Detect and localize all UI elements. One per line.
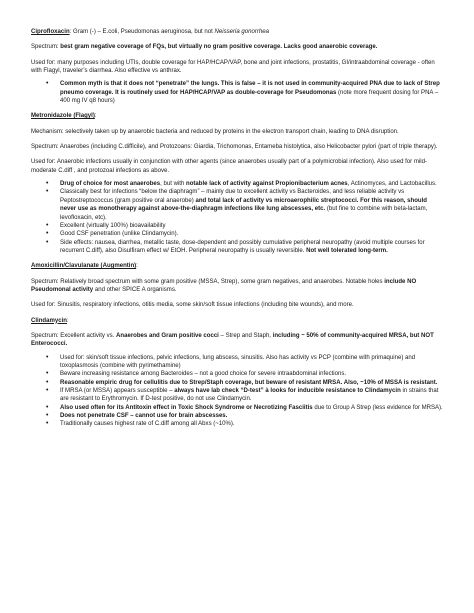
clinda-b6-bold: Does not penetrate CSF – cannot use for brain abscesses. (60, 413, 228, 420)
clinda-b3-bold: Reasonable empiric drug for cellulitis due to Strep/Staph coverage, but beware of resistant MRSA. Also, ~10% of MSSA is resistant. (60, 379, 438, 386)
metro-b5-bold: Not well tolerated long-term. (306, 247, 388, 254)
metro-mechanism: Mechanism: selectively taken up by anaerobic bacteria and reduced by proteins in the electron transport chain, leading to DNA disruption. (31, 128, 399, 135)
metro-b1-bold2: notable lack of activity against Propionibacterium acnes (186, 181, 348, 188)
amox-used-for: Used for: Sinusitis, respiratory infections, otitis media, some skin/soft tissue infections (including bite wounds), and more. (31, 302, 354, 309)
clinda-spectrum-mid: – Strep and Staph, (218, 332, 273, 339)
metro-b5-start: Side effects: nausea, diarrhea, metallic taste, dose-dependent and possibly cumulative peripheral neuropathy (avoid multiple courses for recurrent C.diff), also Disulfiram effect w/ EtOH. Peripheral neuropathy is usually reversible. (60, 239, 425, 254)
clinda-spectrum-bold1: Anaerobes and Gram positive cocci (116, 332, 219, 339)
clinda-bullet-antitoxin (60, 404, 444, 412)
clinda-spectrum (31, 332, 444, 349)
amox-spectrum-end: and other SPICE A organisms. (93, 286, 177, 293)
metro-bullet-list (31, 180, 444, 255)
clinda-bullet-bacteroides: • Beware increasing resistance among Bacteroides – not a good choice for severe intraabdominal infections. (60, 370, 444, 378)
clinda-spectrum-start: Spectrum: Excellent activity vs. (31, 332, 117, 339)
cipro-bullet-lung-myth-bold: Common myth is that it does not “penetrate” the lungs. This is false – it is not used in community-acquired PNA due to lack of Strep pneumo coverage. It is routinely used for HAP/HCAP/VAP as double-coverage for Pseudomonas (60, 81, 440, 96)
metro-bullet-below-diaphragm (60, 188, 444, 221)
clinda-title-colon: : (66, 317, 69, 324)
amox-spectrum (31, 278, 444, 295)
amox-heading-line (31, 262, 444, 270)
amox-spectrum-start: Spectrum: Relatively broad spectrum with some gram positive (MSSA, Strep), some gram negatives, and anaerobes. Notable holes (31, 278, 385, 285)
metro-b2-bold: and total lack of activity vs microaerophilic streptococci. For this reason, should never use as monotherapy against above-the-diaphragm infections like lung abscesses, etc. (60, 197, 427, 213)
clinda-bullet-d-test (60, 387, 444, 404)
cipro-spectrum-label: Spectrum: (31, 44, 61, 51)
clinda-bullet-used-for: • Used for: skin/soft tissue infections, pelvic infections, lung abscess, sinusitis. Also has activity vs PCP (combine with primaquine) and toxoplasmosis (combine with pyrimethamine) (60, 354, 444, 371)
cipro-bullet-list (31, 80, 444, 105)
metro-bullet-csf: • Good CSF penetration (unlike Clindamycin). (60, 230, 444, 238)
clinda-spectrum-bold2: including ~ 50% of community-acquired MRSA, but NOT Enterococci. (31, 332, 434, 348)
metro-title-colon: : (94, 113, 97, 120)
cipro-spectrum (31, 43, 444, 51)
amox-title-colon: : (136, 263, 138, 270)
metro-used-for: Used for: Anaerobic infections usually in conjunction with other agents (since anaerobes usually part of a polymicrobial infection). Also used for mild-moderate C.diff , and protozoal infections as above. (31, 159, 427, 174)
cipro-intro-organism: Neisseria gonorrhea (214, 29, 269, 35)
amox-spectrum-bold: include NO Pseudomonal activity (31, 278, 417, 293)
clinda-bullet-cdiff: • Traditionally causes highest rate of C.diff among all Abxs (~10%). (60, 420, 444, 428)
clinda-b4-end: in strains that are resistant to Erythromycin. If D-test positive, do not use Clindamycin. (60, 388, 439, 403)
clinda-b5-bold: Also used often for its Antitoxin effect in Toxic Shock Syndrome or Necrotizing Fasciitis (60, 404, 313, 411)
clinda-heading-line (31, 317, 444, 325)
metro-b1-end: , Actinomyces, and Lactobacillus. (347, 181, 437, 188)
cipro-heading-line (31, 28, 444, 36)
metro-bullet-drug-of-choice (60, 180, 444, 188)
metro-bullet-side-effects (60, 239, 444, 256)
amox-title: Amoxicillin/Clavulanate (Augmentin) (31, 263, 137, 270)
cipro-intro: : Gram (-) – E.coli, Pseudomonas aeruginosa, but not (69, 29, 215, 35)
clinda-b4-start: If MRSA (or MSSA) appears susceptible – (60, 388, 175, 394)
metro-b2-start: Classically best for infections “below the diaphragm” – mainly due to excellent activity vs Bacteroides, and less reliable activity vs Peptostreptococcus (gram positive oral anaerobe) (60, 189, 405, 204)
metro-b2-end: (but fine to combine with beta-lactam, levofloxacin, etc). (60, 206, 428, 221)
metro-heading-line (31, 112, 444, 120)
metro-bullet-bioavailability: • Excellent (virtually 100%) bioavailability (60, 222, 444, 230)
cipro-used-for: Used for: many purposes including UTIs, double coverage for HAP/HCAP/VAP, bone and joint infections, prostatitis, GI/intraabdominal coverage - often with Flagyl, traveler’s diarrhea. Also effective vs anthrax. (31, 59, 435, 75)
metro-b1-mid: , but with (160, 181, 187, 188)
metro-b1-bold: Drug of choice for most anaerobes (60, 181, 161, 188)
clinda-title: Clindamycin (31, 317, 67, 324)
clinda-bullet-cellulitis (60, 379, 444, 387)
metro-spectrum: Spectrum: Anaerobes (including C.difficile), and Protozoans: Giardia, Trichomonas, Entameba histolytica, also Helicobacter pylori (part of triple therapy). (31, 144, 438, 151)
cipro-spectrum-text: best gram negative coverage of FQs, but virtually no gram positive coverage. Lacks good anaerobic coverage. (60, 44, 378, 51)
cipro-bullet-lung-myth (60, 80, 444, 105)
clinda-bullet-list (31, 354, 444, 429)
clinda-b5-end: due to Group A Strep (less evidence for MRSA). (312, 404, 443, 411)
metro-title: Metronidazole (Flagyl) (31, 113, 95, 120)
cipro-bullet-lung-myth-note: (note more frequent dosing for PNA – 400 mg IV q8 hours) (60, 89, 439, 105)
clinda-b4-bold: always have lab check “D-test” à looks for inducible resistance to Clindamycin (174, 388, 401, 394)
cipro-title: Ciprofloxacin (31, 29, 70, 35)
clinda-bullet-csf (60, 412, 444, 420)
